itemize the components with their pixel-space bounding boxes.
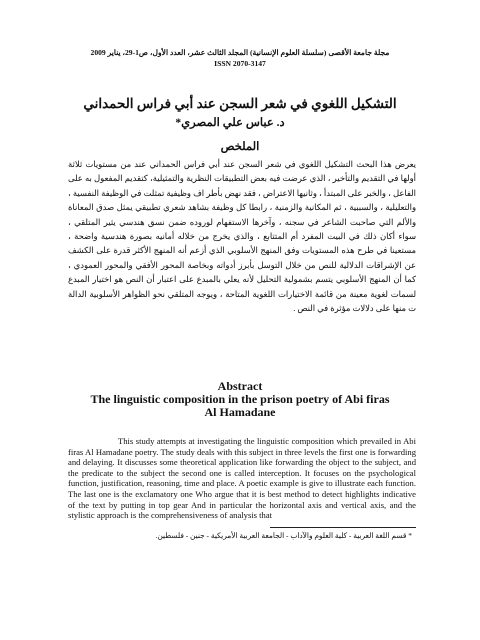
english-title-line-1: The linguistic composition in the prison poetry of Abi firas [90, 392, 390, 406]
english-abstract-text: This study attempts at investigating the linguistic composition which prevailed in Abi firas Al Hamadane poetry. The study deals with this subject in three levels the first one is forwarding and delaying. It discusses some theoretical application like forwarding the object to the subject, and the predicate to the subject the second one is called interception. It focuses on the psychological function, justification, reasoning, time and place. A poetic example is give to illustrate each function. The last one is the exclamatory one Who argue that it is best method to detect highlights indicative of the text by putting in top gear And in particular the horizontal axis and vertical axis, and the stylistic approach is the comprehensiveness of analysis that [68, 436, 416, 521]
english-abstract-label: Abstract [217, 379, 263, 393]
arabic-title: التشكيل اللغوي في شعر السجن عند أبي فراس الحمداني [83, 96, 397, 111]
journal-header [70, 47, 410, 69]
english-title-line-2: Al Hamadane [204, 405, 276, 419]
english-heading [60, 380, 420, 419]
journal-citation: مجلة جامعة الأقصى (سلسلة العلوم الإنسانية) المجلد الثالث عشر، العدد الأول، ص1-29، يناير 2009 [90, 48, 390, 57]
arabic-author: د. عباس علي المصري* [175, 117, 285, 129]
english-abstract [68, 436, 416, 521]
author-footnote: * قسم اللغة العربية - كلية العلوم والآداب - الجامعة العربية الأمريكية - جنين - فلسطين. [155, 531, 412, 540]
journal-issn: ISSN 2070-3147 [214, 59, 266, 68]
arabic-abstract-text: يعرض هذا البحث التشكيل اللغوي في شعر السجن عند أبي فراس الحمداني عند من مستويات ثلاثة أولها في التقديم والتأخير ، الذي عرضت فيه بعض التطبيقات النظرية والتمثيلية، كتقديم المفعول به على الفاعل ، والخبر على المبتدأ ، وثانيها الاعتراض ، فقد نهض بأطر اف وظيفية تمثلت في الوظيفة النفسية ، والتعليلية ، والسببية ، ثم المكانية والزمنية ، رابطا كل وظيفة بشاهد شعري تطبيقي يمثل صدق المعاناة والألم التي صاحبت الشاعر في سجنه ، وآخرها الاستفهام لوروده ضمن نسق هندسي يثير المتلقي ، سواء أكان ذلك في البيت المفرد أم المتتابع ، والذي يخرج من خلاله أمانيه بصورة هندسية واضحة ، مستعينا في طرح هذه المستويات وفق المنهج الأسلوبي الذي أزعم أنه المنهج الأكثر قدرة على الكشف عن الإشراقات الدلالية للنص من خلال التوسل بأبرز أدواته وبخاصة المحور الأفقي والمحور العمودي ، كما أن المنهج الأسلوبي يتسم بشمولية التحليل لأنه يعلي بالمبدع على اعتبار أن النص هو اختيار المبدع لسمات لغوية معينة من قائمة الاختيارات اللغوية المتاحة ، ويوجه المتلقي نحو الظواهر الأسلوبية الدالة ت منها على دلالات مؤثرة في النص . [68, 160, 416, 314]
footnote-divider [270, 527, 416, 528]
arabic-abstract-heading: الملخص [220, 141, 260, 153]
arabic-abstract [68, 158, 416, 316]
